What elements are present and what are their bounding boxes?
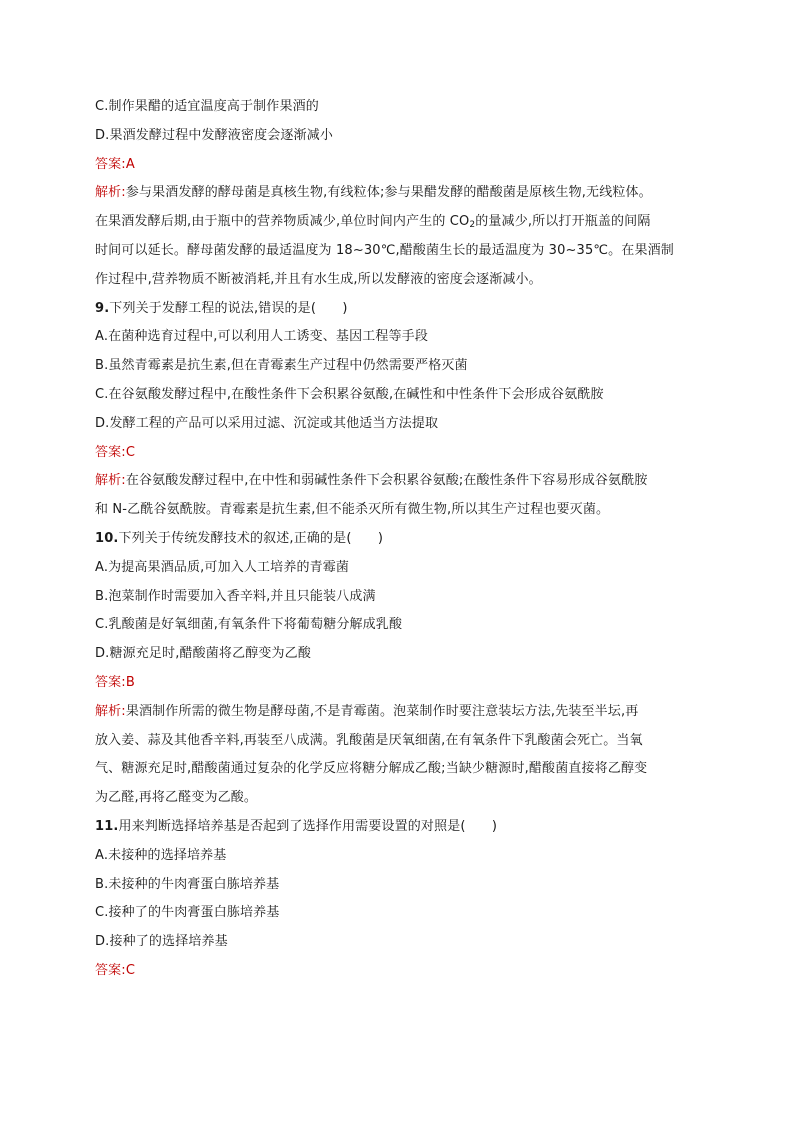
option-b: B.泡菜制作时需要加入香辛料,并且只能装八成满 — [95, 588, 376, 604]
answer-line: 答案:C — [95, 962, 136, 978]
analysis-text: 作过程中,营养物质不断被消耗,并且有水生成,所以发酵液的密度会逐渐减小。 — [95, 271, 542, 287]
option-b: B.虽然青霉素是抗生素,但在青霉素生产过程中仍然需要严格灭菌 — [95, 358, 468, 374]
answer-line: 答案:C — [95, 444, 136, 460]
question-9: 9.下列关于发酵工程的说法,错误的是( ) — [95, 300, 348, 316]
document-page — [95, 96, 735, 989]
option-a: A.未接种的选择培养基 — [95, 847, 227, 863]
analysis-text: 放入姜、蒜及其他香辛料,再装至八成满。乳酸菌是厌氧细菌,在有氧条件下乳酸菌会死亡。当氧 — [95, 732, 643, 748]
option-c: C.制作果醋的适宜温度高于制作果酒的 — [95, 99, 319, 114]
analysis-line: 解析:在谷氨酸发酵过程中,在中性和弱碱性条件下会积累谷氨酸;在酸性条件下容易形成谷氨酰胺 — [95, 473, 648, 489]
option-b: B.未接种的牛肉膏蛋白胨培养基 — [95, 876, 280, 892]
analysis-text: 气、糖源充足时,醋酸菌通过复杂的化学反应将糖分解成乙酸;当缺少糖源时,醋酸菌直接将乙醇变 — [95, 761, 648, 777]
analysis-text: 为乙醛,再将乙醛变为乙酸。 — [95, 790, 258, 806]
option-c: C.乳酸菌是好氧细菌,有氧条件下将葡萄糖分解成乳酸 — [95, 617, 403, 633]
answer-line: 答案:A — [95, 156, 135, 172]
option-d: D.接种了的选择培养基 — [95, 934, 228, 950]
option-a: A.在菌种选育过程中,可以利用人工诱变、基因工程等手段 — [95, 329, 428, 345]
option-c: C.接种了的牛肉膏蛋白胨培养基 — [95, 905, 280, 921]
question-10: 10.下列关于传统发酵技术的叙述,正确的是( ) — [95, 530, 384, 546]
option-d: D.糖源充足时,醋酸菌将乙醇变为乙酸 — [95, 646, 311, 662]
analysis-text: 时间可以延长。酵母菌发酵的最适温度为 18~30℃,醋酸菌生长的最适温度为 30~35℃。在果酒制 — [95, 242, 674, 258]
analysis-line: 解析:参与果酒发酵的酵母菌是真核生物,有线粒体;参与果醋发酵的醋酸菌是原核生物,无线粒体。 — [95, 185, 652, 201]
option-a: A.为提高果酒品质,可加入人工培养的青霉菌 — [95, 559, 350, 575]
option-d: D.发酵工程的产品可以采用过滤、沉淀或其他适当方法提取 — [95, 415, 439, 431]
option-d: D.果酒发酵过程中发酵液密度会逐渐减小 — [95, 127, 333, 143]
question-11: 11.用来判断选择培养基是否起到了选择作用需要设置的对照是( ) — [95, 818, 498, 834]
analysis-text: 和 N-乙酰谷氨酰胺。青霉素是抗生素,但不能杀灭所有微生物,所以其生产过程也要灭菌。 — [95, 502, 610, 518]
option-c: C.在谷氨酸发酵过程中,在酸性条件下会积累谷氨酸,在碱性和中性条件下会形成谷氨酰胺 — [95, 386, 604, 402]
answer-line: 答案:B — [95, 674, 135, 690]
analysis-text: 在果酒发酵后期,由于瓶中的营养物质减少,单位时间内产生的 $CO_2$的量减少,所以打开瓶盖的间隔 — [95, 214, 651, 231]
analysis-line: 解析:果酒制作所需的微生物是酵母菌,不是青霉菌。泡菜制作时要注意装坛方法,先装至半坛,再 — [95, 703, 639, 719]
